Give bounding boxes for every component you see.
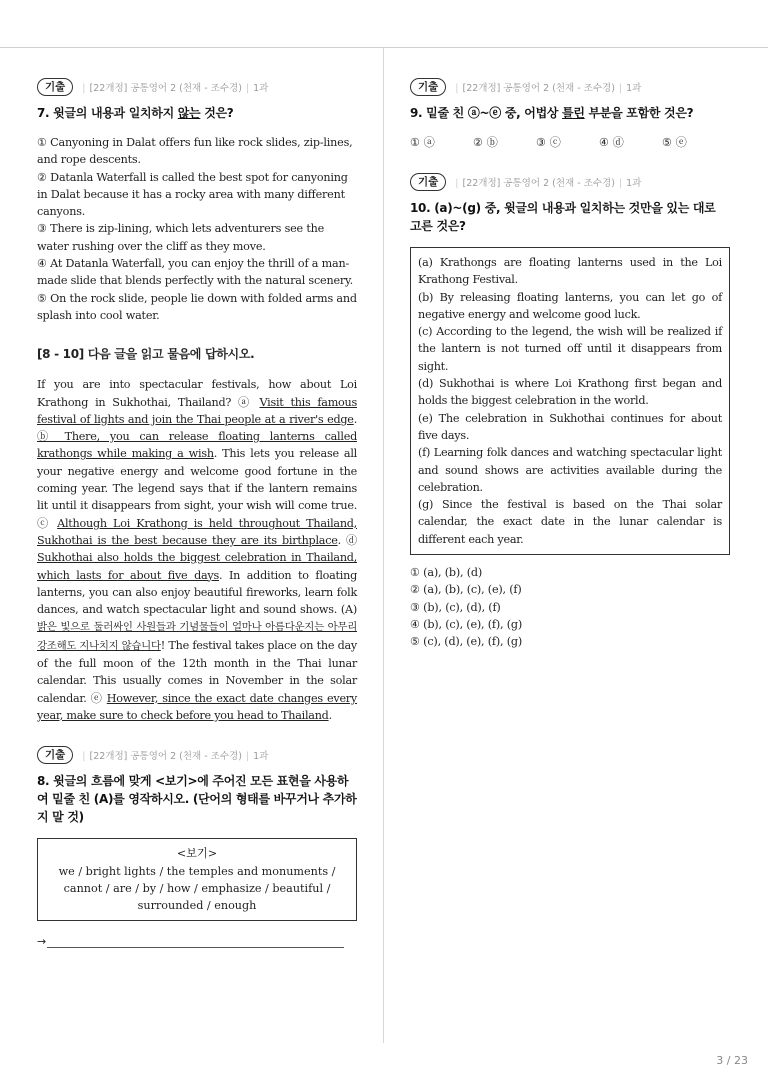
q10-title: 10. (a)~(g) 중, 윗글의 내용과 일치하는 것만을 있는 대로 고른 것은? [410, 201, 716, 233]
left-column [37, 76, 357, 948]
statement-c: (c) According to the legend, the wish will be realized if the lantern is not turned off until it disappears from sight. [418, 325, 722, 373]
q9-title [410, 104, 730, 122]
q7-option-3[interactable]: ③ There is zip-lining, which lets adventurers see the water rushing over the cliff as they move. [37, 222, 325, 253]
q10-option-5[interactable]: ⑤ (c), (d), (e), (f), (g) [410, 635, 523, 649]
underline-d: Sukhothai also holds the biggest celebration in Thailand, which lasts for about five days [37, 551, 357, 582]
example-box-heading: <보기> [176, 847, 218, 861]
q9-choices [410, 134, 730, 151]
source-text: [22개정] 공통영어 2 (천재 - 조수경) [89, 83, 242, 94]
statements-box [410, 247, 730, 555]
statement-a: (a) Krathongs are floating lanterns used in the Loi Krathong Festival. [418, 256, 722, 287]
past-exam-badge: 기출 [37, 78, 73, 96]
past-exam-badge: 기출 [410, 78, 446, 96]
q9-choice-3[interactable]: ③ ⓒ [536, 136, 561, 149]
source-meta: | [22개정] 공통영어 2 (천재 - 조수경) | 1과 [82, 751, 269, 763]
q9-tag-row [410, 76, 730, 98]
q7-option-2[interactable]: ② Datanla Waterfall is called the best spot for canyoning in Dalat because it has a rocky area with many different canyons. [37, 170, 348, 219]
past-exam-badge: 기출 [37, 746, 73, 764]
answer-blank[interactable] [47, 939, 344, 948]
arrow-icon: → [37, 935, 47, 949]
q9-choice-2[interactable]: ② ⓑ [473, 136, 498, 149]
q7-title [37, 104, 357, 122]
q10-option-1[interactable]: ① (a), (b), (d) [410, 566, 482, 580]
q9-title-pre: 9. 밑줄 친 ⓐ~ⓔ 중, 어법상 [410, 106, 563, 120]
q9-choice-4[interactable]: ④ ⓓ [599, 136, 624, 149]
source-text: [22개정] 공통영어 2 (천재 - 조수경) [89, 751, 242, 763]
q10-option-4[interactable]: ④ (b), (c), (e), (f), (g) [410, 617, 523, 631]
q8-tag-row [37, 744, 357, 766]
q7-option-4[interactable]: ④ At Datanla Waterfall, you can enjoy the thrill of a man-made slide that blends perfectly with the natural scenery. [37, 257, 354, 288]
underline-e: However, since the exact date changes every year, make sure to check before you head to Thailand [37, 691, 357, 722]
lesson-text: 1과 [626, 83, 642, 94]
passage-text: . ⓓ [337, 533, 357, 547]
lesson-text: 1과 [626, 178, 642, 189]
group-heading: [8 - 10] 다음 글을 읽고 물음에 답하시오. [37, 347, 255, 362]
q7-title-pre: 7. 윗글의 내용과 일치하지 [37, 106, 178, 120]
passage-text: . [353, 412, 357, 426]
reading-passage [37, 376, 357, 724]
source-meta: | [22개정] 공통영어 2 (천재 - 조수경) | 1과 [455, 178, 642, 189]
statement-f: (f) Learning folk dances and watching spectacular light and sound shows are activities available during the celebration. [418, 446, 722, 494]
answer-line[interactable] [37, 935, 357, 948]
statement-d: (d) Sukhothai is where Loi Krathong first began and holds the biggest celebration in the world. [418, 377, 722, 408]
q7-options [37, 134, 357, 324]
passage-text: ! The festival takes place on the day of the full moon of the 12th month in the Thai lunar calendar. This usually comes in November in the solar calendar. ⓔ [37, 638, 357, 705]
q7-title-post: 것은? [200, 106, 234, 120]
statement-g: (g) Since the festival is based on the Thai solar calendar, the exact date in the lunar calendar is different each year. [418, 498, 722, 546]
source-meta: | [22개정] 공통영어 2 (천재 - 조수경) | 1과 [455, 83, 642, 94]
q9-title-post: 부분을 포함한 것은? [584, 106, 694, 120]
q10-tag-row [410, 171, 730, 193]
passage-text: If you are into spectacular festivals, how about Loi Krathong in Sukhothai, Thailand? ⓐ [37, 378, 357, 409]
passage-text: . In addition to floating lanterns, you can also enjoy beautiful fireworks, learn folk dances, and watch spectacular light and sound shows. (A) [37, 568, 357, 617]
q10-options [410, 564, 730, 650]
q10-option-3[interactable]: ③ (b), (c), (d), (f) [410, 600, 501, 614]
q9-choice-1[interactable]: ① ⓐ [410, 136, 435, 149]
lesson-text: 1과 [253, 751, 269, 763]
right-column [410, 76, 730, 651]
example-box [37, 838, 357, 921]
statement-b: (b) By releasing floating lanterns, you can let go of negative energy and welcome good luck. [418, 290, 722, 321]
q7-option-1[interactable]: ① Canyoning in Dalat offers fun like rock slides, zip-lines, and rope descents. [37, 136, 353, 167]
source-meta: | [22개정] 공통영어 2 (천재 - 조수경) | 1과 [82, 83, 269, 94]
past-exam-badge: 기출 [410, 173, 446, 191]
passage-text: . [328, 708, 332, 722]
source-text: [22개정] 공통영어 2 (천재 - 조수경) [462, 83, 615, 94]
q8-title: 8. 윗글의 흐름에 맞게 <보기>에 주어진 모든 표현을 사용하여 밑줄 친 (A)를 영작하시오. (단어의 형태를 바꾸거나 추가하지 말 것) [37, 774, 357, 825]
underline-a: Visit this famous festival of lights and join the Thai people at a river's edge [37, 395, 357, 426]
source-text: [22개정] 공통영어 2 (천재 - 조수경) [462, 178, 615, 189]
lesson-text: 1과 [253, 83, 269, 94]
column-divider [383, 48, 384, 1043]
q9-title-emphasis: 틀린 [562, 106, 585, 120]
statement-e: (e) The celebration in Sukhothai continues for about five days. [418, 411, 722, 442]
underline-A-korean: 밝은 빛으로 둘러싸인 사원들과 기념물들이 얼마나 아름다운지는 아무리 강조해도 지나치지 않습니다 [37, 621, 357, 652]
q10-option-2[interactable]: ② (a), (b), (c), (e), (f) [410, 583, 522, 597]
header-divider [0, 47, 768, 48]
underline-c: Although Loi Krathong is held throughout Thailand, Sukhothai is the best because they are its birthplace [37, 516, 357, 547]
q7-title-emphasis: 않는 [177, 106, 201, 120]
page-number: 3 / 23 [716, 1054, 748, 1067]
passage-text: . This lets you release all your negative energy and welcome good fortune in the coming year. The legend says that if the lantern remains lit until it disappears from sight, your wish will come true. ⓒ [37, 447, 357, 530]
underline-b: ⓑ There, you can release floating lanterns called krathongs while making a wish [37, 430, 357, 461]
example-box-words: we / bright lights / the temples and monuments / cannot / are / by / how / emphasize / beautiful / surrounded / enough [58, 864, 336, 913]
q7-tag-row [37, 76, 357, 98]
q9-choice-5[interactable]: ⑤ ⓔ [662, 136, 687, 149]
q7-option-5[interactable]: ⑤ On the rock slide, people lie down with folded arms and splash into cool water. [37, 291, 357, 322]
